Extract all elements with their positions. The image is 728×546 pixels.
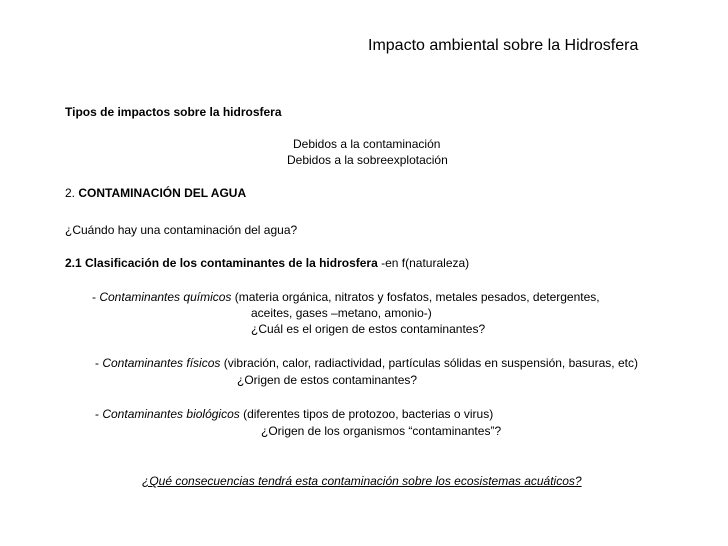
chemical-prefix: -	[92, 290, 100, 304]
slide-title: Impacto ambiental sobre la Hidrosfera	[368, 37, 639, 54]
biological-line	[95, 407, 493, 422]
impact-type-overexploitation: Debidos a la sobreexplotación	[287, 153, 448, 167]
section1-heading: Tipos de impactos sobre la hidrosfera	[65, 105, 282, 119]
biological-prefix: -	[95, 407, 103, 421]
chemical-detail-2: aceites, gases –metano, amonio-)	[251, 306, 432, 320]
biological-detail: (diferentes tipos de protozoo, bacterias o virus)	[239, 407, 494, 421]
impact-type-contamination: Debidos a la contaminación	[293, 137, 441, 151]
classification-heading-line	[65, 256, 469, 271]
section2-number: 2.	[65, 186, 76, 200]
chemical-line	[92, 290, 600, 305]
question-when: ¿Cuándo hay una contaminación del agua?	[65, 223, 298, 237]
physical-label: Contaminantes físicos	[102, 356, 221, 370]
section2-heading	[65, 186, 246, 201]
biological-label: Contaminantes biológicos	[102, 407, 240, 421]
chemical-question: ¿Cuál es el origen de estos contaminantes?	[251, 322, 486, 336]
section2-title: CONTAMINACIÓN DEL AGUA	[75, 186, 247, 200]
final-question: ¿Qué consecuencias tendrá esta contaminación sobre los ecosistemas acuáticos?	[142, 474, 582, 488]
classification-suffix: -en f(naturaleza)	[377, 256, 470, 270]
physical-prefix: -	[95, 356, 103, 370]
biological-question: ¿Origen de los organismos “contaminantes”?	[261, 424, 502, 438]
physical-detail: (vibración, calor, radiactividad, partículas sólidas en suspensión, basuras, etc)	[220, 356, 638, 370]
physical-line	[95, 356, 638, 371]
physical-question: ¿Origen de estos contaminantes?	[237, 373, 418, 387]
chemical-label: Contaminantes químicos	[99, 290, 232, 304]
classification-heading: 2.1 Clasificación de los contaminantes de la hidrosfera	[65, 256, 378, 270]
chemical-detail-1: (materia orgánica, nitratos y fosfatos, metales pesados, detergentes,	[231, 290, 600, 304]
